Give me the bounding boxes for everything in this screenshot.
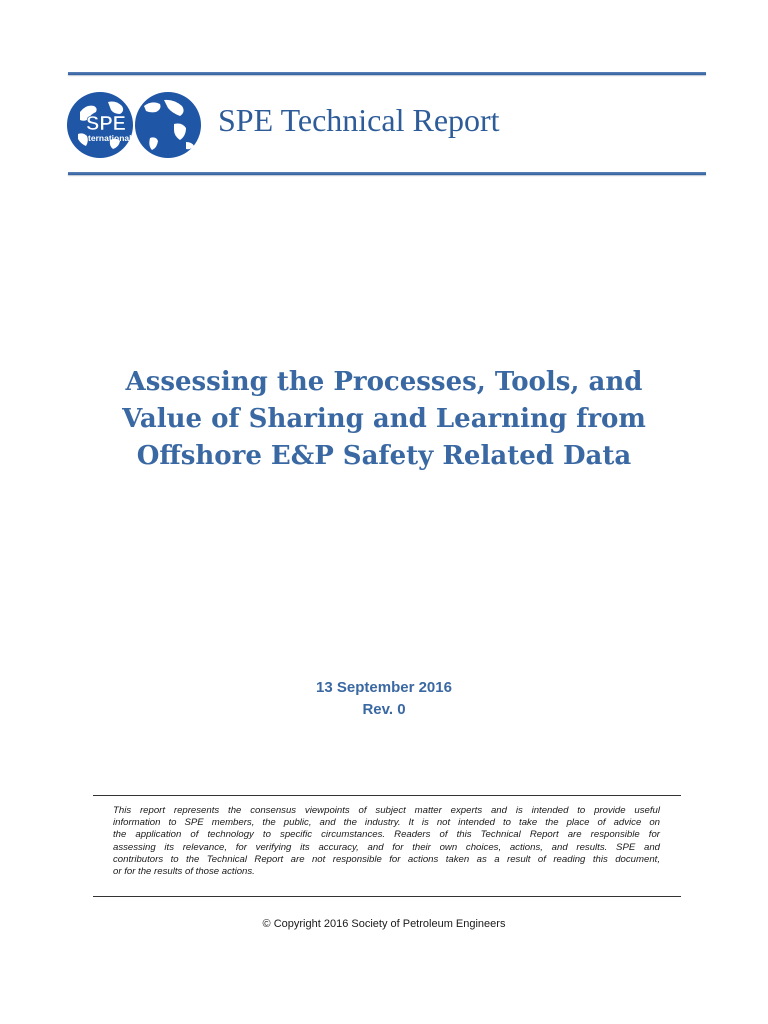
copyright-notice: © Copyright 2016 Society of Petroleum Engineers <box>262 918 506 930</box>
document-title <box>84 364 684 475</box>
logo-text: SPE <box>85 113 127 135</box>
report-type-heading: SPE Technical Report <box>218 102 500 138</box>
disclaimer-bottom-rule <box>93 896 681 897</box>
spe-international-logo <box>66 90 206 160</box>
disclaimer-line: or for the results of those actions. <box>113 866 255 878</box>
disclaimer-line: This report represents the consensus viewpoints of subject matter experts and is intended to provide useful <box>113 805 660 816</box>
disclaimer-line: information to SPE members, the public, and the industry. It is not intended to take the place of advice on <box>113 817 660 829</box>
logo-subtext: International <box>80 133 132 143</box>
disclaimer-line: the application of technology to specific circumstances. Readers of this Technical Report are responsible for <box>113 829 660 841</box>
title-line: Assessing the Processes, Tools, and <box>125 367 643 397</box>
title-line: Offshore E&P Safety Related Data <box>136 441 632 471</box>
revision-label: Rev. 0 <box>362 701 406 718</box>
header-bottom-rule <box>68 172 706 175</box>
disclaimer-text <box>113 805 660 878</box>
publication-date: 13 September 2016 <box>316 679 452 696</box>
globe-icon <box>66 90 206 160</box>
title-line: Value of Sharing and Learning from <box>122 404 646 434</box>
disclaimer-line: assessing its relevance, for verifying its accuracy, and for their own choices, actions, and results. SPE and <box>113 841 660 853</box>
disclaimer-line: contributors to the Technical Report are not responsible for actions taken as a result of reading this document, <box>113 853 660 865</box>
disclaimer-top-rule <box>93 795 681 796</box>
header-top-rule <box>68 72 706 75</box>
